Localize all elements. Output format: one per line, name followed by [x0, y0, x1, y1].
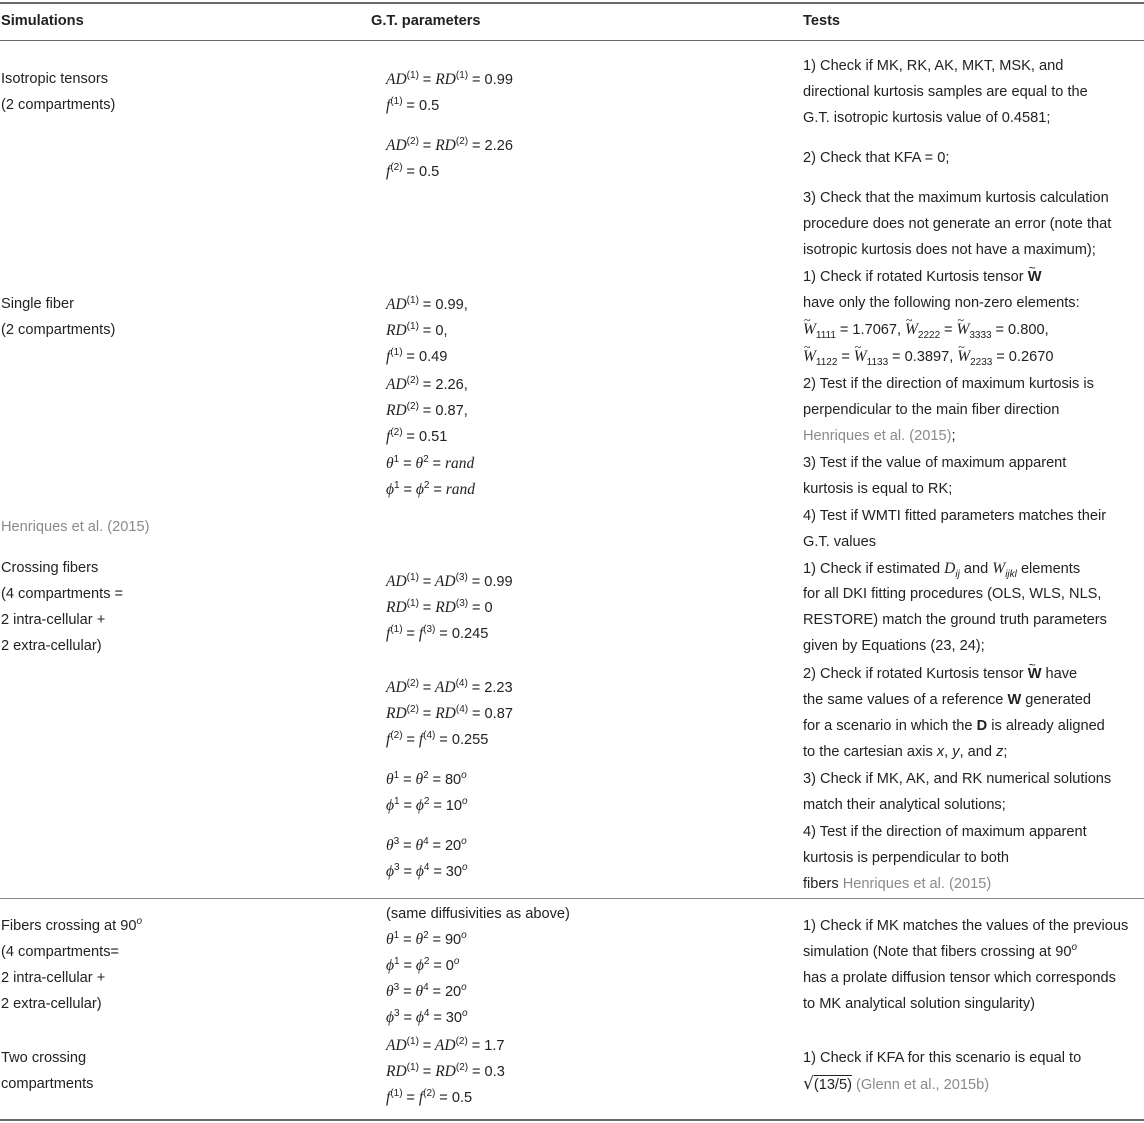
test-cf-1d: given by Equations (23, 24);: [803, 638, 985, 654]
param-cf-rd-24: $RD^{(2)} = RD^{(4)} = 0.87$: [386, 703, 513, 722]
sim-crossing-line4: 2 extra-cellular): [1, 638, 102, 654]
param-cf-ad-13: $AD^{(1)} = AD^{(3)} = 0.99$: [386, 571, 513, 590]
test-sf-2c: Henriques et al. (2015);: [803, 428, 956, 444]
sim-single-line1: Single fiber: [1, 296, 75, 312]
sim-f90-line4: 2 extra-cellular): [1, 996, 102, 1012]
test-iso-3a: 3) Check that the maximum kurtosis calculation: [803, 190, 1109, 206]
test-cf-4a: 4) Test if the direction of maximum apparent: [803, 824, 1087, 840]
test-f90-1d: to MK analytical solution singularity): [803, 996, 1035, 1012]
test-iso-3b: procedure does not generate an error (note that: [803, 216, 1112, 232]
param-cf-theta-12: $\theta^1 = \theta^2 = 80^o$: [386, 769, 467, 788]
sim-single-line2: (2 compartments): [1, 322, 116, 338]
param-f90-phi-34: $\phi^3 = \phi^4 = 30^o$: [386, 1007, 468, 1026]
test-cf-3b: match their analytical solutions;: [803, 797, 1006, 813]
sim-two-line2: compartments: [1, 1076, 94, 1092]
test-f90-1a: 1) Check if MK matches the values of the previous: [803, 918, 1129, 934]
test-sf-3b: kurtosis is equal to RK;: [803, 481, 953, 497]
test-cf-4c: fibers Henriques et al. (2015): [803, 876, 992, 892]
header-gt-parameters: G.T. parameters: [371, 13, 481, 29]
param-cf-ad-24: $AD^{(2)} = AD^{(4)} = 2.23$: [386, 677, 513, 696]
param-tc-f: $f^{(1)} = f^{(2)} = 0.5$: [386, 1087, 473, 1106]
param-f90-phi-12: $\phi^1 = \phi^2 = 0^o$: [386, 955, 460, 974]
param-sf-ad-2: AD$^{(2)}$ = 2.26,: [386, 374, 468, 393]
param-tc-rd: $RD^{(1)} = RD^{(2)} = 0.3$: [386, 1061, 505, 1080]
sim-crossing-line3: 2 intra-cellular +: [1, 612, 106, 628]
test-sf-4b: G.T. values: [803, 534, 876, 550]
sim-crossing-line1: Crossing fibers: [1, 560, 99, 576]
param-f90-theta-34: $\theta^3 = \theta^4 = 20^o$: [386, 981, 467, 1000]
test-f90-1b: simulation (Note that fibers crossing at 90$^o$: [803, 942, 1078, 960]
param-cf-phi-12: $\phi^1 = \phi^2 = 10^o$: [386, 795, 468, 814]
test-sf-3a: 3) Test if the value of maximum apparent: [803, 455, 1067, 471]
bottom-rule: [0, 1119, 1144, 1121]
test-iso-1a: 1) Check if MK, RK, AK, MKT, MSK, and: [803, 58, 1064, 74]
test-sf-1d: ~ $W_{1122}$ = ~ $W_{1133} = 0.3897$, ~ $W_{2233} = 0.2670$: [803, 348, 1053, 366]
section-rule: [0, 898, 1144, 899]
sim-f90-line1: Fibers crossing at 90$^o$: [1, 916, 143, 934]
test-sf-1b: have only the following non-zero elements:: [803, 295, 1080, 311]
header-tests: Tests: [803, 13, 841, 29]
param-cf-phi-34: $\phi^3 = \phi^4 = 30^o$: [386, 861, 468, 880]
sim-two-line1: Two crossing: [1, 1050, 87, 1066]
sim-f90-line2: (4 compartments=: [1, 944, 120, 960]
param-cf-theta-34: $\theta^3 = \theta^4 = 20^o$: [386, 835, 467, 854]
test-cf-4b: kurtosis is perpendicular to both: [803, 850, 1010, 866]
test-iso-1c: G.T. isotropic kurtosis value of 0.4581;: [803, 110, 1051, 126]
test-cf-4-reference: Henriques et al. (2015): [842, 876, 992, 892]
param-f90-theta-12: $\theta^1 = \theta^2 = 90^o$: [386, 929, 467, 948]
test-tc-1b: √(13/5) (Glenn et al., 2015b): [803, 1074, 990, 1094]
param-sf-ad-1: AD$^{(1)}$ = 0.99,: [386, 294, 468, 313]
test-iso-1b: directional kurtosis samples are equal to the: [803, 84, 1088, 100]
param-cf-f-13: $f^{(1)} = f^{(3)} = 0.245$: [386, 623, 489, 642]
test-f90-1c: has a prolate diffusion tensor which corresponds: [803, 970, 1116, 986]
test-sf-2b: perpendicular to the main fiber direction: [803, 402, 1060, 418]
test-sf-2a: 2) Test if the direction of maximum kurtosis is: [803, 376, 1094, 392]
param-iso-f-1: $f^{(1)} = 0.5$: [386, 95, 440, 114]
test-cf-2d: to the cartesian axis x, y, and z;: [803, 744, 1008, 760]
param-cf-rd-13: $RD^{(1)} = RD^{(3)} = 0$: [386, 597, 493, 616]
param-sf-f-2: $f^{(2)} = 0.51$: [386, 426, 448, 445]
param-iso-ad-rd-1: $AD^{(1)} = RD^{(1)} = 0.99$: [386, 69, 513, 88]
test-tc-reference: (Glenn et al., 2015b): [856, 1077, 990, 1093]
test-sf-2-reference: Henriques et al. (2015): [803, 428, 952, 444]
param-f90-note: (same diffusivities as above): [386, 906, 570, 922]
param-cf-f-24: $f^{(2)} = f^{(4)} = 0.255$: [386, 729, 489, 748]
test-iso-3c: isotropic kurtosis does not have a maximum);: [803, 242, 1096, 258]
sim-f90-line3: 2 intra-cellular +: [1, 970, 106, 986]
sim-crossing-line2: (4 compartments =: [1, 586, 124, 602]
param-sf-phi: $\phi^1 = \phi^2$ = rand: [386, 479, 476, 498]
param-iso-ad-rd-2: $AD^{(2)} = RD^{(2)} = 2.26$: [386, 135, 513, 154]
header-rule: [0, 40, 1144, 41]
test-sf-1c: ~ $W_{1111} = 1.7067$, ~ $W_{2222}$ = ~ $W_{3333} = 0.800$,: [803, 321, 1049, 339]
test-cf-2c: for a scenario in which the D is already aligned: [803, 718, 1105, 734]
test-iso-2: 2) Check that KFA = 0;: [803, 150, 950, 166]
sim-isotropic-line1: Isotropic tensors: [1, 71, 109, 87]
test-cf-1a: 1) Check if estimated $D_{ij}$ and $W_{ijkl}$ elements: [803, 560, 1081, 581]
sim-isotropic-line2: (2 compartments): [1, 97, 116, 113]
param-iso-f-2: $f^{(2)} = 0.5$: [386, 161, 440, 180]
test-sf-4a: 4) Test if WMTI fitted parameters matches their: [803, 508, 1107, 524]
param-tc-ad: $AD^{(1)} = AD^{(2)} = 1.7$: [386, 1035, 505, 1054]
test-cf-3a: 3) Check if MK, AK, and RK numerical solutions: [803, 771, 1112, 787]
test-tc-1a: 1) Check if KFA for this scenario is equal to: [803, 1050, 1082, 1066]
sim-single-reference: Henriques et al. (2015): [1, 519, 150, 535]
param-sf-f-1: $f^{(1)} = 0.49$: [386, 346, 448, 365]
test-cf-1b: for all DKI fitting procedures (OLS, WLS, NLS,: [803, 586, 1102, 602]
test-cf-1c: RESTORE) match the ground truth parameters: [803, 612, 1107, 628]
test-cf-2b: the same values of a reference W generated: [803, 692, 1092, 708]
test-cf-2a: 2) Check if rotated Kurtosis tensor ~ W have: [803, 666, 1077, 683]
param-sf-rd-1: RD$^{(1)}$ = 0,: [386, 320, 448, 339]
param-sf-theta: $\theta^1 = \theta^2$ = rand: [386, 453, 475, 472]
top-rule: [0, 2, 1144, 4]
test-sf-1a: 1) Check if rotated Kurtosis tensor ~ W: [803, 269, 1041, 286]
param-sf-rd-2: RD$^{(2)}$ = 0.87,: [386, 400, 468, 419]
header-simulations: Simulations: [1, 13, 84, 29]
